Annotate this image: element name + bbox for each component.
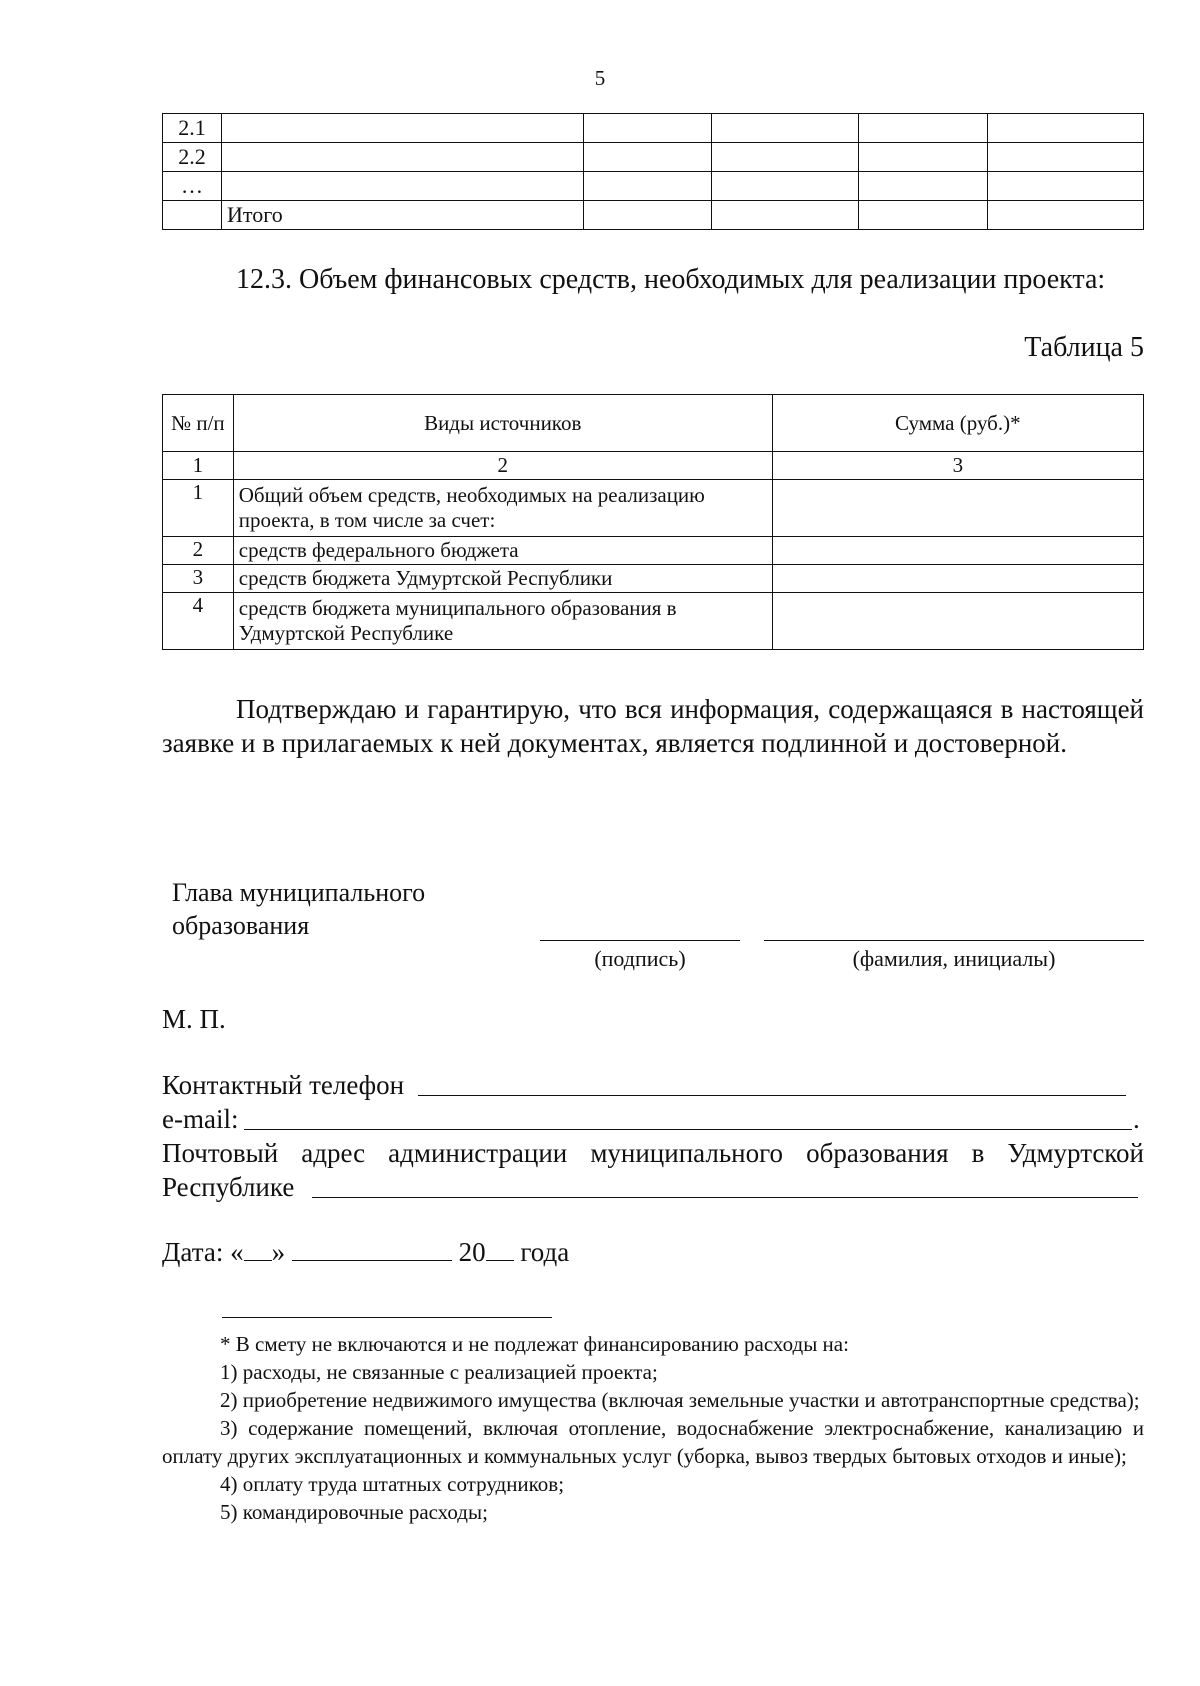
table-row bbox=[163, 114, 1144, 143]
total-label: Итого bbox=[222, 201, 584, 230]
funding-sources-table bbox=[162, 394, 1144, 650]
address-line1: Почтовый адрес администрации муниципального образования в Удмуртской bbox=[162, 1138, 1144, 1168]
signature-caption: (подпись) bbox=[594, 946, 686, 971]
row-number: 4 bbox=[163, 593, 234, 650]
header-sum: Сумма (руб.)* bbox=[772, 395, 1143, 452]
head-title bbox=[172, 876, 425, 942]
confirmation-paragraph: Подтверждаю и гарантирую, что вся информация, содержащаяся в настоящей заявке и в прилагаемых к ней документах, является подлинной и достоверной. bbox=[162, 694, 1144, 758]
table-row bbox=[163, 593, 1144, 650]
table-cell bbox=[988, 114, 1144, 143]
table-header-row bbox=[163, 395, 1144, 452]
row-label bbox=[222, 114, 584, 143]
name-line bbox=[764, 940, 1144, 941]
source-cell: средств бюджета Удмуртской Республики bbox=[233, 565, 772, 593]
phone-label: Контактный телефон bbox=[162, 1070, 405, 1100]
footnote-intro: * В смету не включаются и не подлежат финансированию расходы на: bbox=[220, 1332, 849, 1356]
name-caption: (фамилия, инициалы) bbox=[852, 946, 1056, 971]
source-cell: средств федерального бюджета bbox=[233, 537, 772, 565]
stamp-place: М. П. bbox=[162, 1004, 226, 1034]
table-cell bbox=[859, 114, 988, 143]
table-cell bbox=[859, 172, 988, 201]
table-row bbox=[163, 172, 1144, 201]
date-label: Дата: « bbox=[162, 1237, 244, 1267]
date-close-quote: » bbox=[271, 1237, 286, 1267]
table-caption: Таблица 5 bbox=[1024, 332, 1144, 363]
table-cell bbox=[584, 201, 712, 230]
table-cell bbox=[712, 201, 859, 230]
sum-cell bbox=[772, 480, 1143, 537]
head-title-line1: Глава муниципального bbox=[172, 878, 426, 907]
column-number: 3 bbox=[772, 452, 1143, 480]
date-line bbox=[162, 1234, 569, 1268]
year-blank bbox=[486, 1234, 514, 1261]
table4-continuation bbox=[162, 113, 1144, 230]
source-cell: средств бюджета муниципального образования в Удмуртской Республике bbox=[233, 593, 772, 650]
head-title-line2: образования bbox=[172, 911, 310, 940]
header-source: Виды источников bbox=[233, 395, 772, 452]
sum-cell bbox=[772, 537, 1143, 565]
day-blank bbox=[244, 1234, 272, 1261]
table-cell bbox=[988, 201, 1144, 230]
table-row bbox=[163, 565, 1144, 593]
footnote-item: 2) приобретение недвижимого имущества (включая земельные участки и автотранспортные средства); bbox=[220, 1388, 1140, 1412]
address-line2: Республике bbox=[162, 1172, 295, 1202]
row-number: … bbox=[163, 172, 222, 201]
header-num-text: № п/п bbox=[171, 411, 225, 435]
table-row bbox=[163, 537, 1144, 565]
row-number: 3 bbox=[163, 565, 234, 593]
row-number: 2 bbox=[163, 537, 234, 565]
sum-cell bbox=[772, 593, 1143, 650]
column-number: 2 bbox=[233, 452, 772, 480]
table-cell bbox=[584, 172, 712, 201]
table-cell bbox=[584, 143, 712, 172]
page-number: 5 bbox=[594, 66, 606, 90]
table-cell bbox=[859, 201, 988, 230]
sum-cell bbox=[772, 565, 1143, 593]
row-label bbox=[222, 143, 584, 172]
row-number bbox=[163, 201, 222, 230]
source-cell: Общий объем средств, необходимых на реализацию проекта, в том числе за счет: bbox=[233, 480, 772, 537]
table-cell bbox=[988, 143, 1144, 172]
table-cell bbox=[712, 114, 859, 143]
header-num bbox=[163, 395, 234, 452]
row-number: 1 bbox=[163, 480, 234, 537]
footnote bbox=[162, 1330, 1144, 1526]
email-end: . bbox=[1133, 1104, 1140, 1134]
footnote-item: 3) содержание помещений, включая отопление, водоснабжение электроснабжение, канализацию и оплату других эксплуатационных и коммунальных услуг (уборка, вывоз твердых бытовых отходов и иные); bbox=[162, 1416, 1144, 1468]
table-row bbox=[163, 143, 1144, 172]
table-cell bbox=[988, 172, 1144, 201]
month-blank bbox=[292, 1234, 452, 1261]
footnote-item: 1) расходы, не связанные с реализацией проекта; bbox=[220, 1360, 658, 1384]
row-number: 2.1 bbox=[163, 114, 222, 143]
signature-line bbox=[540, 940, 740, 941]
row-label bbox=[222, 172, 584, 201]
email-fill-line bbox=[244, 1129, 1132, 1130]
table-row-total bbox=[163, 201, 1144, 230]
table-row bbox=[163, 480, 1144, 537]
column-number: 1 bbox=[163, 452, 234, 480]
table-cell bbox=[712, 143, 859, 172]
email-label: e-mail: bbox=[162, 1104, 239, 1134]
year-prefix: 20 bbox=[458, 1237, 486, 1267]
row-number: 2.2 bbox=[163, 143, 222, 172]
address-fill-line bbox=[312, 1197, 1138, 1198]
footnote-rule bbox=[222, 1317, 552, 1318]
year-suffix: года bbox=[520, 1237, 570, 1267]
footnote-item: 5) командировочные расходы; bbox=[220, 1500, 488, 1524]
table-cell bbox=[712, 172, 859, 201]
table-cell bbox=[859, 143, 988, 172]
section-title: 12.3. Объем финансовых средств, необходимых для реализации проекта: bbox=[236, 264, 1106, 295]
column-numbers-row bbox=[163, 452, 1144, 480]
table-cell bbox=[584, 114, 712, 143]
phone-fill-line bbox=[418, 1095, 1126, 1096]
footnote-item: 4) оплату труда штатных сотрудников; bbox=[220, 1472, 565, 1496]
